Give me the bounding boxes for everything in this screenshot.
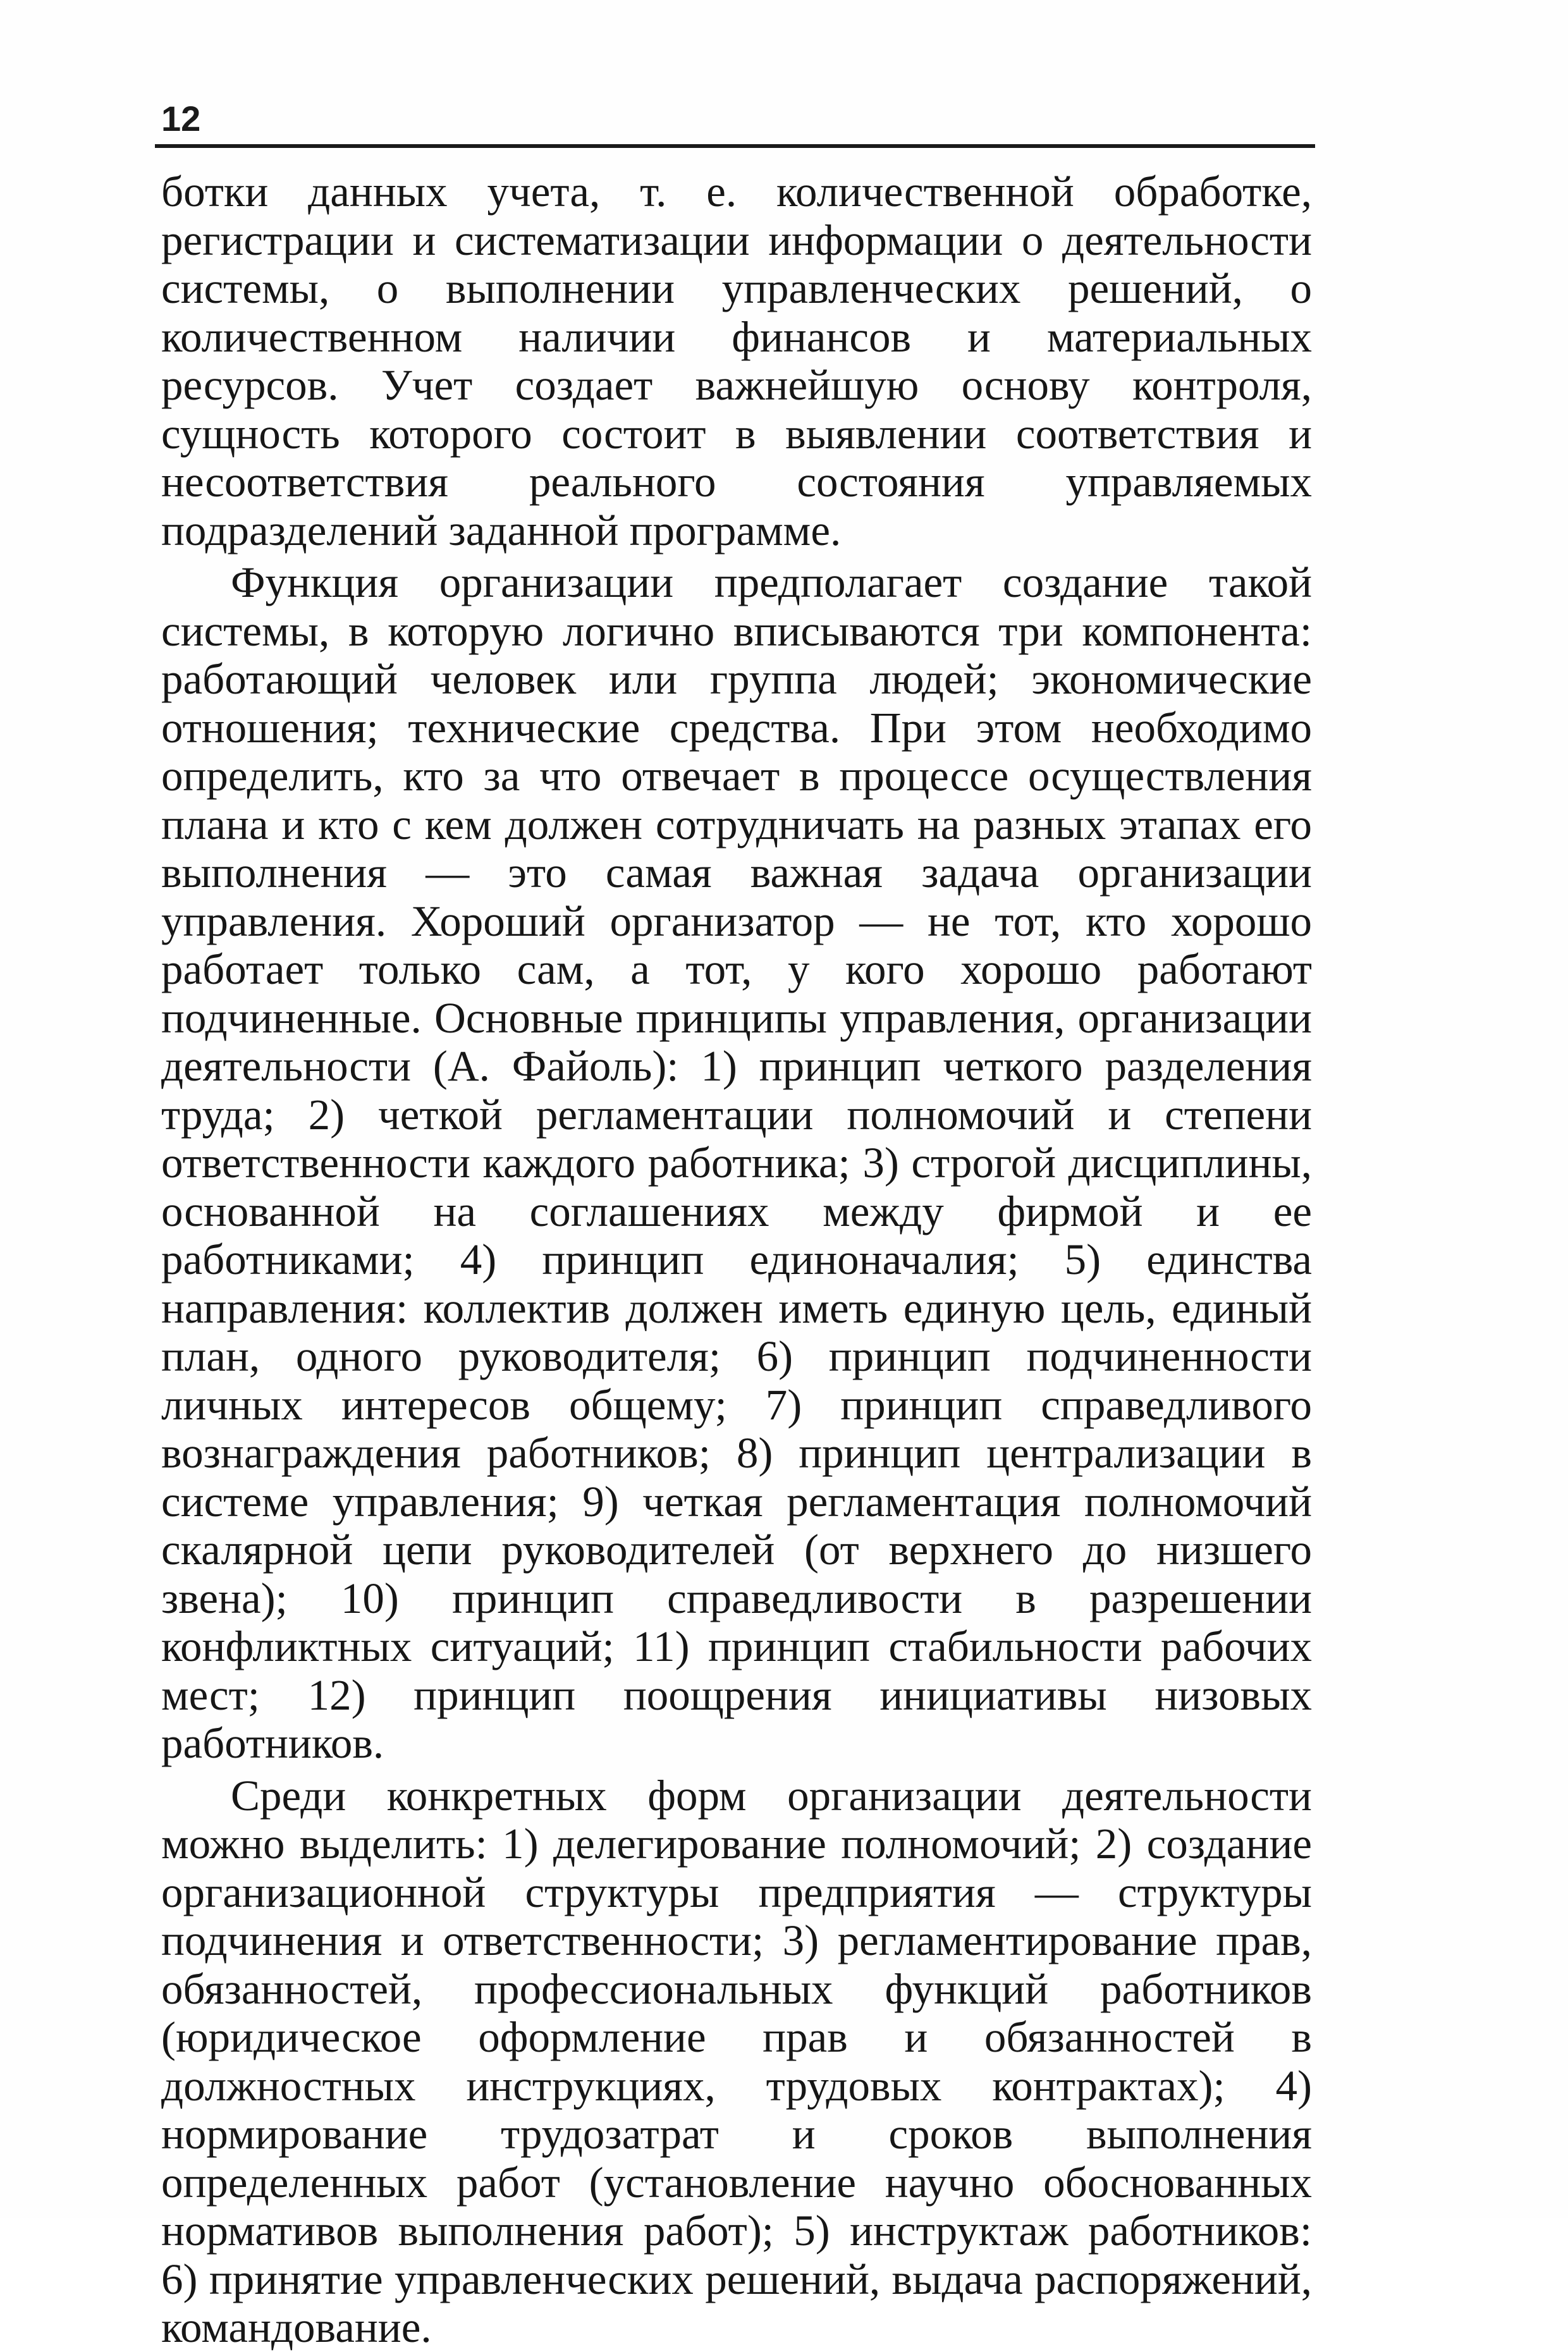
page-header — [155, 95, 1315, 148]
page-number: 12 — [161, 99, 201, 138]
body-text — [161, 168, 1312, 2352]
paragraph-organization-function: Функция организации предполагает создание такой системы, в которую логично вписываются три компонента: работающий человек или группа людей; экономические отношения; технические средства. При этом необходимо определить, кто за что отвечает в процессе осуществления плана и кто с кем должен сотрудничать на разных этапах его выполнения — это самая важная задача организации управления. Хороший организатор — не тот, кто хорошо работает только сам, а тот, у кого хорошо работают подчиненные. Основные принципы управления, организации деятельности (А. Файоль): 1) принцип четкого разделения труда; 2) четкой регламентации полномочий и степени ответственности каждого работника; 3) строгой дисциплины, основанной на соглашениях между фирмой и ее работниками; 4) принцип единоначалия; 5) единства направления: коллектив должен иметь единую цель, единый план, одного руководителя; 6) принцип подчиненности личных интересов общему; 7) принцип справедливого вознаграждения работников; 8) принцип централизации в системе управления; 9) четкая регламентация полномочий скалярной цепи руководителей (от верхнего до низшего звена); 10) принцип справедливости в разрешении конфликтных ситуаций; 11) принцип стабильности рабочих мест; 12) принцип поощрения инициативы низовых работников. — [161, 558, 1312, 1767]
paragraph-continuation: ботки данных учета, т. е. количественной обработке, регистрации и систематизации информации о деятельности системы, о выполнении управленческих решений, о количественном наличии финансов и материальных ресурсов. Учет создает важнейшую основу контроля, сущность которого состоит в выявлении соответствия и несоответствия реального состояния управляемых подразделений заданной программе. — [161, 168, 1312, 554]
paragraph-organization-forms: Среди конкретных форм организации деятельности можно выделить: 1) делегирование полномочий; 2) создание организационной структуры предприятия — структуры подчинения и ответственности; 3) регламентирование прав, обязанностей, профессиональных функций работников (юридическое оформление прав и обязанностей в должностных инструкциях, трудовых контрактах); 4) нормирование трудозатрат и сроков выполнения определенных работ (установление научно обоснованных нормативов выполнения работ); 5) инструктаж работников: 6) принятие управленческих решений, выдача распоряжений, командование. — [161, 1771, 1312, 2351]
